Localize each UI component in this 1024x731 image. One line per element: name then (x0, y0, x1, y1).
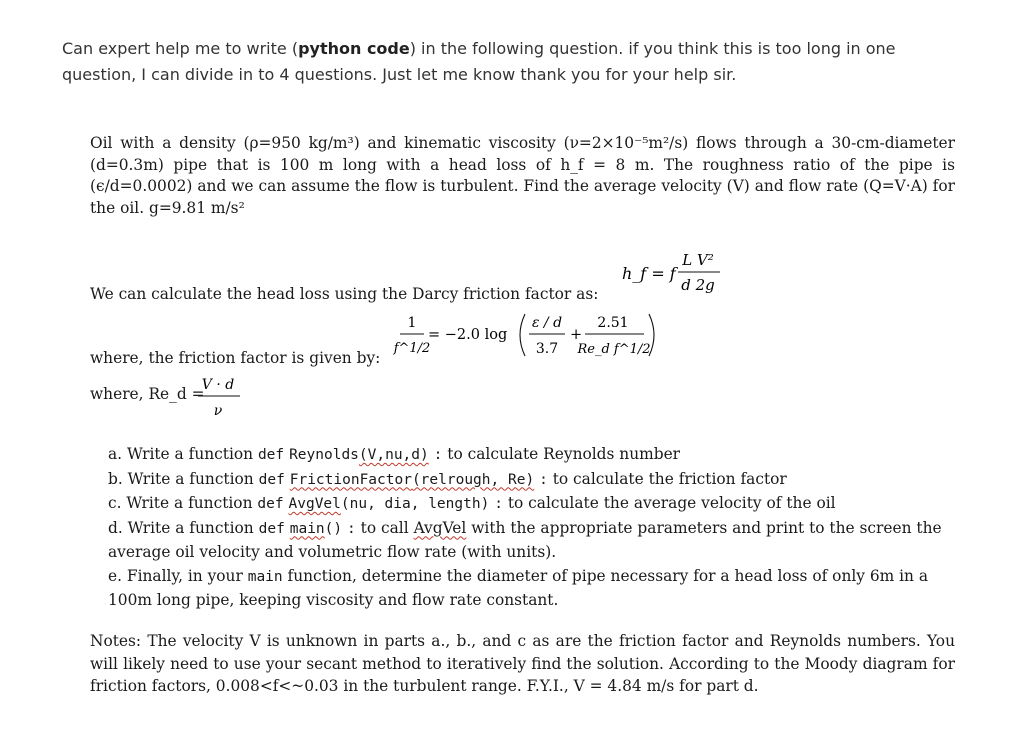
friction-plus: + (570, 327, 583, 343)
friction-t2-den: Re_d f^1/2 (577, 342, 651, 357)
friction-t1-den: 3.7 (535, 341, 559, 357)
darcy-label: We can calculate the head loss using the Darcy friction factor as: (90, 285, 599, 303)
task-a: a. Write a function def Reynolds(V,nu,d) : to calculate Reynolds number (108, 445, 681, 463)
task-e: e. Finally, in your main function, determine the diameter of pipe necessary for a head loss of only 6m in a 100m long pipe, keeping viscosity and flow rate constant. (108, 566, 929, 609)
intro-after: ) in the following question. if you think this is too long in one question, I can divide in to 4 questions. Just let me know thank you for your help sir. (62, 39, 896, 84)
task-c: c. Write a function def AvgVel(nu, dia, length) : to calculate the average velocity of the oil (108, 494, 836, 512)
reynolds-fraction (194, 372, 244, 422)
reynolds-numerator: V · d (201, 377, 235, 393)
intro-paragraph (62, 36, 962, 88)
problem-statement: Oil with a density (ρ=950 kg/m³) and kinematic viscosity (ν=2×10⁻⁵m²/s) flows through a 30-cm-diameter (d=0.3m) pipe that is 100 m long with a head loss of h_f = 8 m. The roughness ratio of the pipe is (ϵ/d=0.0002) and we can assume the flow is turbulent. Find the average velocity (V) and flow rate (Q=V·A) for the oil. g=9.81 m/s² (90, 134, 955, 217)
friction-lhs-num: 1 (407, 315, 417, 331)
notes-paragraph: Notes: The velocity V is unknown in parts a., b., and c as are the friction factor and Reynolds numbers. You will likely need to use your secant method to iteratively find the solution. According to the Moody diagram for friction factors, 0.008<f<~0.03 in the turbulent range. F.Y.I., V = 4.84 m/s for part d. (90, 632, 955, 695)
friction-label: where, the friction factor is given by: (90, 349, 381, 367)
task-list (96, 443, 958, 613)
friction-t1-num: ε / d (531, 315, 563, 331)
friction-t2-num: 2.51 (597, 315, 629, 331)
reynolds-label: where, Re_d = (90, 385, 205, 403)
darcy-lhs: h_f = f (622, 264, 676, 283)
intro-bold: python code (298, 39, 410, 58)
task-b: b. Write a function def FrictionFactor(relrough, Re) : to calculate the friction factor (108, 469, 787, 488)
darcy-numerator: L V² (682, 251, 714, 269)
task-d: d. Write a function def main() : to call AvgVel with the appropriate parameters and print to the screen the average oil velocity and volumetric flow rate (with units). (108, 518, 942, 561)
intro-before: Can expert help me to write ( (62, 39, 299, 58)
friction-lhs-den: f^1/2 (393, 341, 431, 356)
friction-equation (393, 308, 662, 368)
friction-mid: = −2.0 log (428, 327, 508, 343)
darcy-equation (620, 246, 730, 298)
reynolds-denominator: ν (213, 403, 223, 419)
darcy-denominator: d 2g (681, 276, 715, 294)
